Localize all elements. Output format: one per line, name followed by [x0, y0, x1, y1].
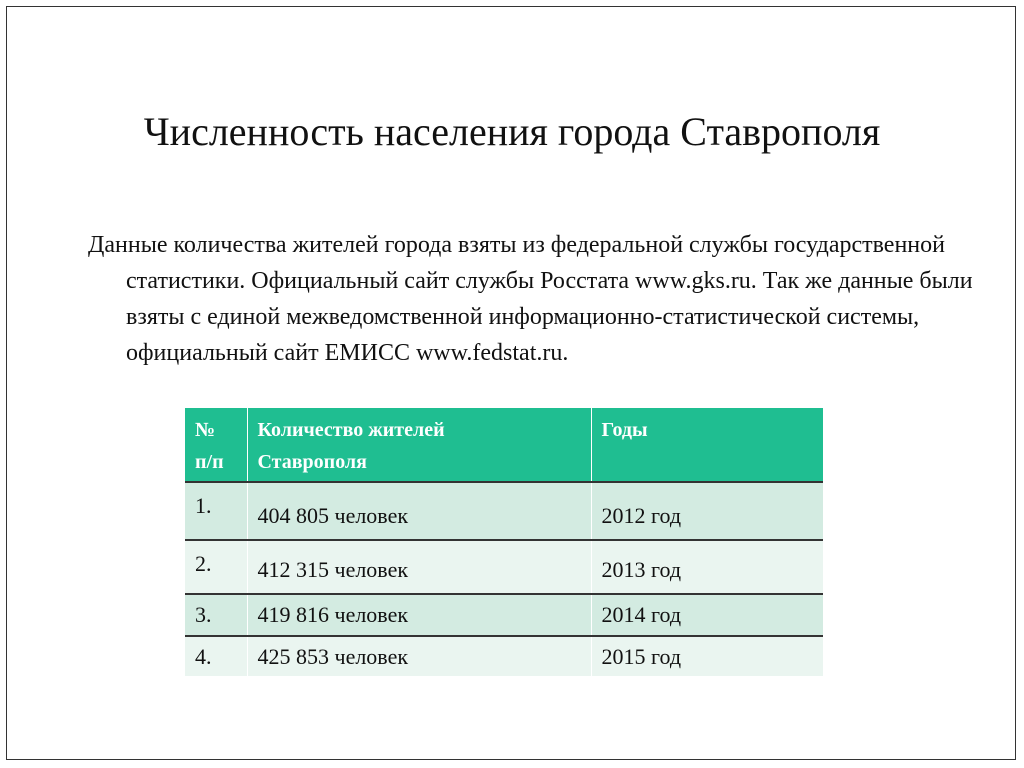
row-year: 2014 год — [591, 594, 823, 636]
header-years: Годы — [591, 408, 823, 482]
header-number-line2: п/п — [195, 451, 224, 473]
table-header-row — [185, 408, 823, 482]
row-number: 1. — [185, 482, 247, 540]
table-row — [185, 540, 823, 594]
header-residents — [247, 408, 591, 482]
table-row — [185, 594, 823, 636]
header-number — [185, 408, 247, 482]
row-number: 4. — [185, 636, 247, 676]
table-row — [185, 482, 823, 540]
row-number: 3. — [185, 594, 247, 636]
population-table — [185, 408, 823, 676]
slide-title: Численность населения города Ставрополя — [143, 109, 881, 154]
row-year: 2012 год — [591, 482, 823, 540]
row-residents: 425 853 человек — [247, 636, 591, 676]
source-paragraph: Данные количества жителей города взяты из федеральной службы государственной статистики. Официальный сайт службы Росстата www.gks.ru. Так же данные были взяты с единой межведомственной информационно-статистической системы, официальный сайт ЕМИСС www.fedstat.ru. — [88, 232, 973, 366]
row-residents: 404 805 человек — [247, 482, 591, 540]
row-residents: 412 315 человек — [247, 540, 591, 594]
table-row — [185, 636, 823, 676]
row-year: 2013 год — [591, 540, 823, 594]
row-number: 2. — [185, 540, 247, 594]
header-residents-line2: Ставрополя — [257, 451, 367, 473]
header-residents-line1: Количество жителей — [257, 419, 445, 441]
header-number-line1: № — [195, 419, 216, 441]
row-year: 2015 год — [591, 636, 823, 676]
row-residents: 419 816 человек — [247, 594, 591, 636]
